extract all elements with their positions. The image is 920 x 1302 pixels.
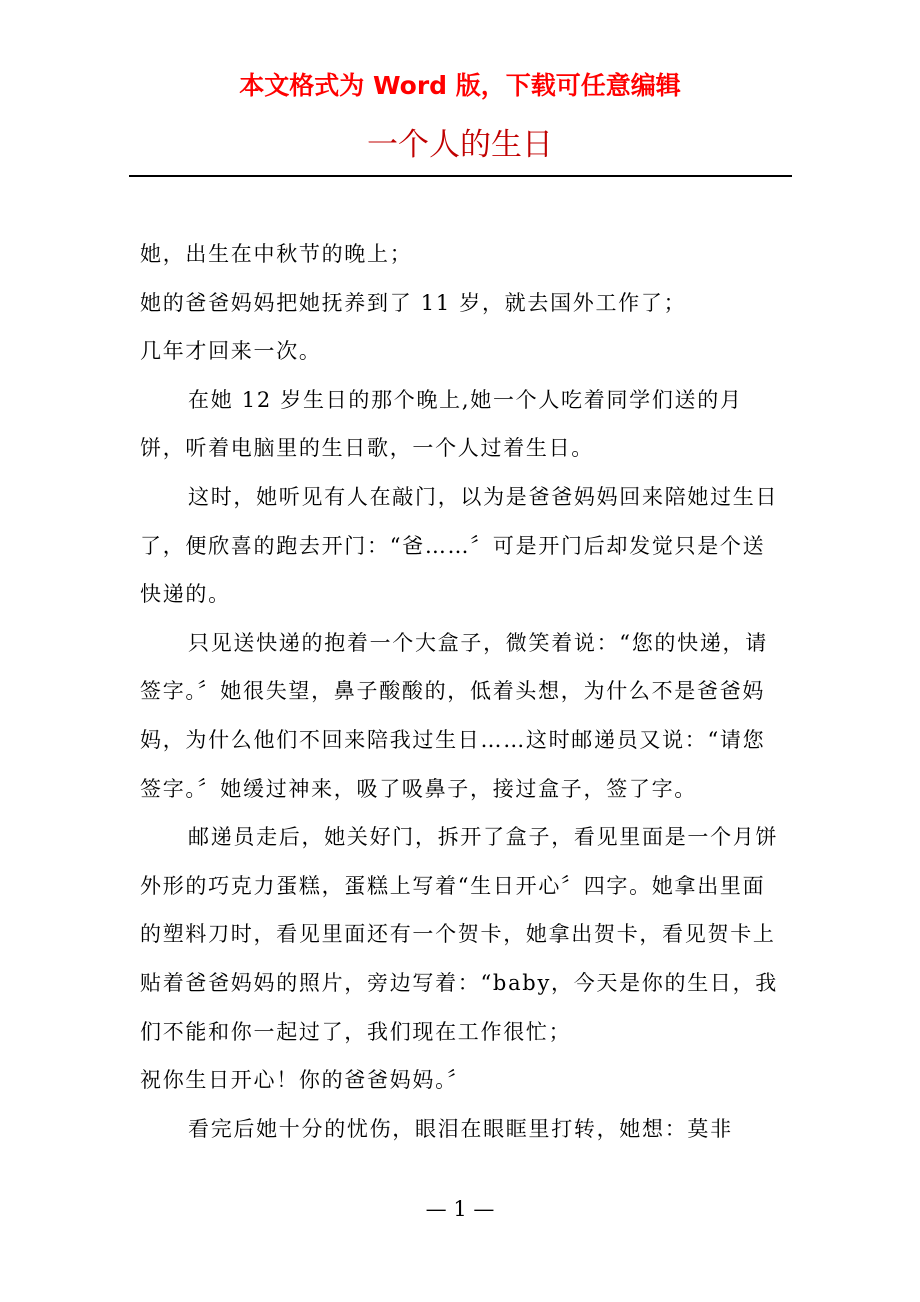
intro-line: 她的爸爸妈妈把她抚养到了 11 岁，就去国外工作了；	[140, 290, 687, 315]
page-number: — 1 —	[425, 1197, 495, 1221]
intro-line: 几年才回来一次。	[140, 339, 322, 364]
paragraph: 邮递员走后，她关好门，拆开了盒子，看见里面是一个月饼外形的巧克力蛋糕，蛋糕上写着“生日开心〞四字。她拿出里面的塑料刀时，看见里面还有一个贺卡，她拿出贺卡，看见贺卡上贴着爸爸妈妈的照片，旁边写着：“baby，今天是你的生日，我们不能和你一起过了，我们现在工作很忙；	[140, 825, 779, 1044]
closing-line: 祝你生日开心！你的爸爸妈妈。〞	[140, 1068, 470, 1093]
title-divider	[129, 175, 792, 177]
paragraph: 看完后她十分的忧伤，眼泪在眼眶里打转，她想：莫非	[188, 1116, 733, 1141]
document-title: 一个人的生日	[367, 127, 553, 163]
format-notice: 本文格式为 Word 版，下载可任意编辑	[239, 71, 681, 100]
paragraph: 这时，她听见有人在敲门，以为是爸爸妈妈回来陪她过生日了，便欣喜的跑去开门：“爸……〞可是开门后却发觉只是个送快递的。	[140, 484, 779, 607]
paragraph: 只见送快递的抱着一个大盒子，微笑着说：“您的快递，请签字。〞她很失望，鼻子酸酸的，低着头想，为什么不是爸爸妈妈，为什么他们不回来陪我过生日……这时邮递员又说：“请您签字。〞她缓过神来，吸了吸鼻子，接过盒子，签了字。	[140, 630, 768, 801]
paragraph: 在她 12 岁生日的那个晚上,她一个人吃着同学们送的月饼，听着电脑里的生日歌，一个人过着生日。	[140, 387, 743, 461]
intro-line: 她，出生在中秋节的晚上；	[140, 242, 413, 266]
document-body	[140, 230, 786, 1153]
